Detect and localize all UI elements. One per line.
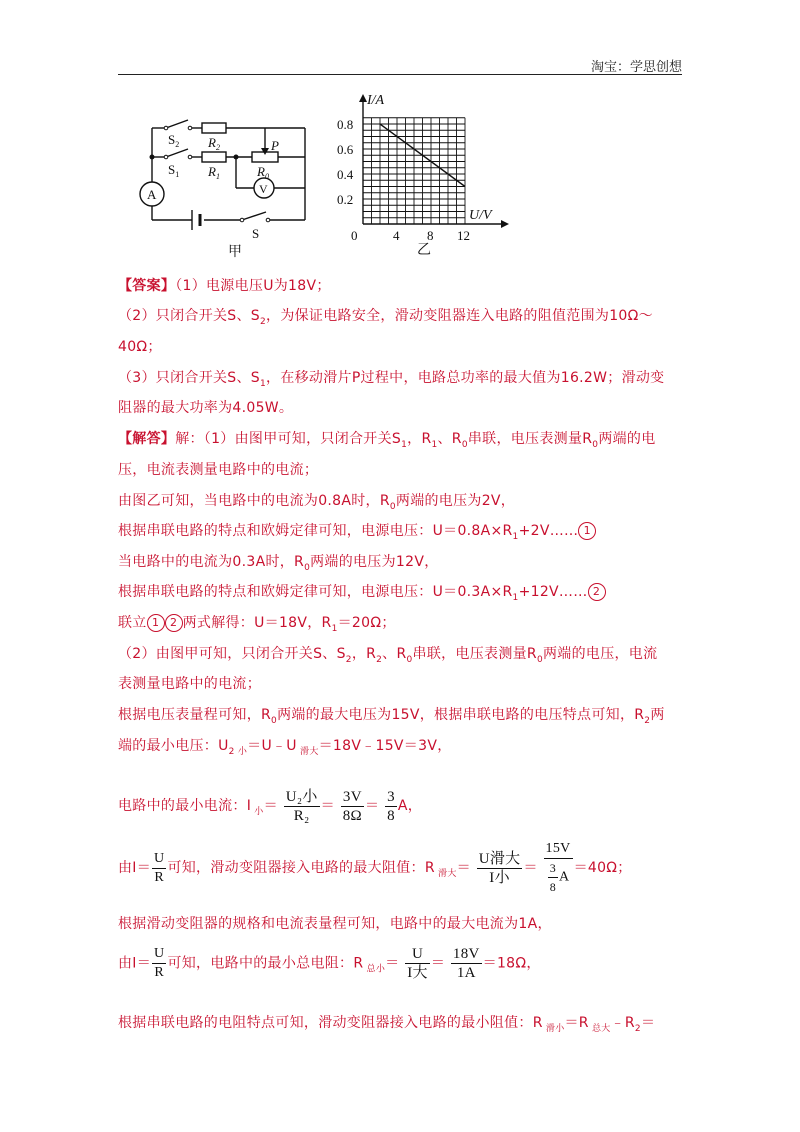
- solution-line-9: 表测量电路中的电流；: [118, 676, 261, 692]
- header-divider: [118, 74, 682, 75]
- solution-line-13: 由I＝ $\frac{U}{R}$ 可知，滑动变阻器接入电路的最大阻值：R $_{滑大}$＝ $\frac{\text{U滑大}}{\text{I小}}$ ＝ 15V $\frac{3}{8}$ A ＝40Ω；: [118, 841, 632, 894]
- solution-line-7: 联立 1 2 两式解得：U＝18V，$R_1=20\Omega$；: [118, 615, 396, 634]
- label-s2: $S_2$: [168, 132, 180, 149]
- fraction-3-8: $\frac{3}{8}$: [387, 788, 395, 824]
- answer-line-2: （2）只闭合开关S、$S_2$，为保证电路安全，滑动变阻器连入电路的阻值范围为10Ω～: [118, 308, 653, 327]
- answer-line-5: 阻器的最大功率为4.05W。: [118, 400, 294, 416]
- label-r1: $R_1$: [208, 164, 220, 181]
- page-header: 淘宝：学思创想: [590, 60, 682, 75]
- x-tick-label: 0: [351, 228, 358, 243]
- fraction-u-r-2: $\frac{U}{R}$: [154, 946, 165, 980]
- y-tick-label: 0.4: [337, 167, 354, 182]
- label-s1: $S_1$: [168, 162, 180, 179]
- label-r2: $R_2$: [208, 135, 220, 152]
- label-voltmeter: V: [259, 182, 268, 196]
- solution-line-1: 【解答】解：（1）由图甲可知，只闭合开关$S_1$，$R_1$、$R_0$串联，电压表测量$R_0$两端的电: [118, 431, 656, 450]
- graph-caption: 乙: [417, 243, 431, 258]
- circled-number-2: 2: [165, 614, 183, 632]
- solution-line-12: 电路中的最小电流：I $_小$＝ $\frac{\text{U₂小}}{\text{R₂}}$ ＝ $\frac{3V}{8\Omega}$ ＝ $\frac{3}{8}$ A，: [118, 788, 423, 824]
- solution-line-3: 由图乙可知，当电路中的电流为0.8A时，$R_0$两端的电压为2V，: [118, 493, 516, 512]
- solution-line-8: （2）由图甲可知，只闭合开关S、$S_2$，$R_2$、$R_0$串联，电压表测量$R_0$两端的电压，电流: [118, 646, 658, 665]
- answer-line-3: 40Ω；: [118, 339, 162, 355]
- x-tick-label: 4: [393, 228, 400, 243]
- fraction-u-imax: $\frac{U}{\text{I大}}$: [407, 946, 428, 981]
- y-tick-label: 0.6: [337, 142, 354, 157]
- answer-line-4: （3）只闭合开关S、$S_1$，在移动滑片P过程中，电路总功率的最大值为16.2W；滑动变: [118, 370, 665, 389]
- x-tick-label: 8: [427, 228, 434, 243]
- fraction-15v-3over8a: 15V $\frac{3}{8}$ A: [545, 841, 571, 894]
- solution-line-4: 根据串联电路的特点和欧姆定律可知，电源电压：$U=0.8A\times R_1+2V\dots\dots$ 1: [118, 520, 596, 542]
- iu-graph: [335, 90, 515, 260]
- circuit-caption: 甲: [228, 245, 242, 260]
- solution-line-15: 由I＝ $\frac{U}{R}$ 可知，电路中的最小总电阻：R $_{总小}$＝ $\frac{U}{\text{I大}}$ ＝ $\frac{18V}{1A}$ ＝18Ω，: [118, 946, 541, 981]
- circled-number-2: 2: [588, 583, 606, 601]
- circuit-diagram: [130, 100, 325, 260]
- fraction-u-r: $\frac{U}{R}$: [154, 850, 165, 885]
- fraction-uslide-imin: $\frac{\text{U滑大}}{\text{I小}}$: [478, 850, 521, 886]
- label-ammeter: A: [147, 187, 157, 202]
- label-r0: $R_0$: [257, 164, 269, 181]
- circled-number-1: 1: [147, 614, 165, 632]
- graph-ylabel: I/A: [367, 93, 385, 108]
- solution-line-16: 根据串联电路的电阻特点可知，滑动变阻器接入电路的最小阻值：R $_{滑小}$＝R $_{总大}﹣R_2=$: [118, 1015, 656, 1034]
- solution-line-14: 根据滑动变阻器的规格和电流表量程可知，电路中的最大电流为1A，: [118, 916, 552, 932]
- x-tick-label: 12: [457, 228, 470, 243]
- fraction-3v-8ohm: $\frac{3V}{8\Omega}$: [342, 788, 362, 824]
- circled-number-1: 1: [578, 522, 596, 540]
- solution-line-5: 当电路中的电流为0.3A时，$R_0$两端的电压为12V，: [118, 554, 439, 573]
- solution-line-10: 根据电压表量程可知，$R_0$两端的最大电压为15V，根据串联电路的电压特点可知，$R_2$两: [118, 707, 665, 726]
- label-s: S: [252, 226, 260, 241]
- y-tick-label: 0.8: [337, 117, 354, 132]
- fraction-18v-1a: $\frac{18V}{1A}$: [452, 946, 480, 981]
- y-tick-label: 0.2: [337, 192, 354, 207]
- solution-line-2: 压，电流表测量电路中的电流；: [118, 462, 319, 478]
- fraction-u2min-r2: $\frac{\text{U₂小}}{\text{R₂}}$: [285, 788, 318, 824]
- answer-line-1: 【答案】（1）电源电压U为18V；: [118, 278, 331, 294]
- label-p: P: [271, 138, 279, 153]
- solution-line-6: 根据串联电路的特点和欧姆定律可知，电源电压：$U=0.3A\times R_1+12V\dots\dots$ 2: [118, 581, 606, 603]
- graph-xlabel: U/V: [469, 208, 492, 223]
- solution-line-11: 端的最小电压：$U_{2 小}=U﹣U$ $_{滑大}$＝18V﹣15V＝3V，: [118, 738, 452, 757]
